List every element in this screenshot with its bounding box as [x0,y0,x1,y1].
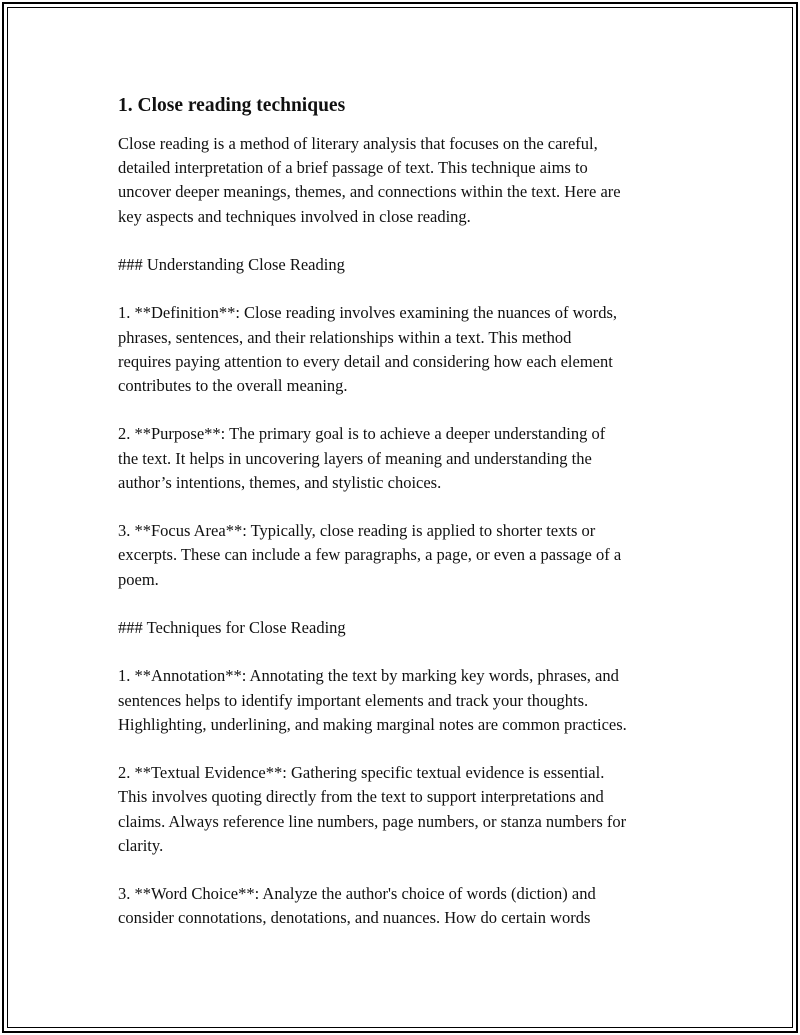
text-line: claims. Always reference line numbers, page numbers, or stanza numbers for [118,811,627,831]
text-line: 3. **Focus Area**: Typically, close reading is applied to shorter texts or [118,521,596,541]
text-line: ### Understanding Close Reading [118,255,345,274]
text-line: 2. **Textual Evidence**: Gathering specific textual evidence is essential. [118,763,605,783]
paragraph [118,882,698,930]
text-line: phrases, sentences, and their relationships within a text. This method [118,327,572,347]
document-page [118,94,698,955]
text-line: key aspects and techniques involved in close reading. [118,206,471,226]
text-line: detailed interpretation of a brief passage of text. This technique aims to [118,158,588,178]
document-body [118,132,698,931]
paragraph [118,422,698,495]
text-line: uncover deeper meanings, themes, and connections within the text. Here are [118,182,621,202]
text-line: 1. **Definition**: Close reading involves examining the nuances of words, [118,303,618,323]
text-line: author’s intentions, themes, and stylistic choices. [118,472,442,492]
paragraph [118,761,698,858]
text-line: poem. [118,569,159,589]
paragraph [118,664,698,737]
text-line: Close reading is a method of literary analysis that focuses on the careful, [118,134,598,153]
paragraph [118,519,698,592]
document-title: 1. Close reading techniques [118,95,346,116]
text-line: consider connotations, denotations, and nuances. How do certain words [118,908,591,928]
text-line: This involves quoting directly from the text to support interpretations and [118,787,604,807]
text-line: contributes to the overall meaning. [118,376,348,395]
paragraph [118,253,698,277]
paragraph [118,132,698,229]
text-line: the text. It helps in uncovering layers of meaning and understanding the [118,448,592,468]
paragraph [118,616,698,640]
text-line: excerpts. These can include a few paragraphs, a page, or even a passage of a [118,545,622,565]
text-line: sentences helps to identify important elements and track your thoughts. [118,690,589,710]
text-line: ### Techniques for Close Reading [118,617,346,637]
text-line: clarity. [118,835,164,855]
paragraph [118,301,698,398]
text-line: 1. **Annotation**: Annotating the text by marking key words, phrases, and [118,666,619,686]
text-line: 2. **Purpose**: The primary goal is to achieve a deeper understanding of [118,424,606,444]
text-line: requires paying attention to every detail and considering how each element [118,351,613,371]
text-line: Highlighting, underlining, and making marginal notes are common practices. [118,714,627,734]
text-line: 3. **Word Choice**: Analyze the author's choice of words (diction) and [118,884,596,904]
